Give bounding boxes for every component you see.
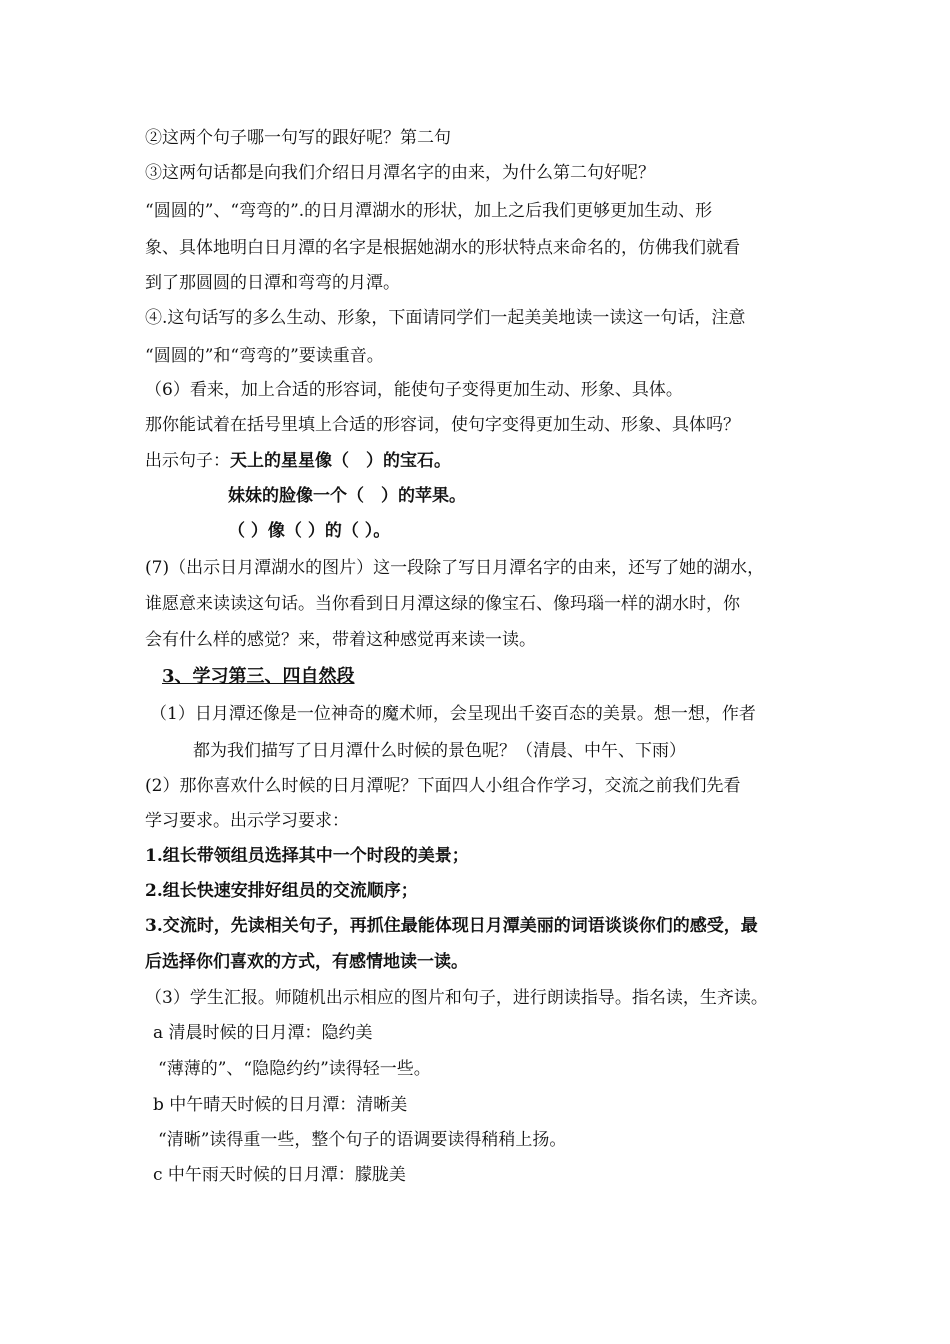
- requirement-item: 2.组长快速安排好组员的交流顺序；: [145, 881, 418, 901]
- example-line: [145, 449, 451, 473]
- text-line: “圆圆的”、“弯弯的”.的日月潭湖水的形状，加上之后我们更够更加生动、形: [145, 201, 713, 221]
- text-line: a 清晨时候的日月潭：隐约美: [153, 1023, 373, 1043]
- text-line: b 中午晴天时候的日月潭：清晰美: [153, 1095, 408, 1115]
- text-line: 学习要求。出示学习要求：: [145, 811, 349, 831]
- text-line: 那你能试着在括号里填上合适的形容词，使句字变得更加生动、形象、具体吗？: [145, 415, 740, 435]
- text-line: 到了那圆圆的日潭和弯弯的月潭。: [145, 273, 400, 293]
- text-line: c 中午雨天时候的日月潭：朦胧美: [153, 1165, 406, 1185]
- text-line: ④.这句话写的多么生动、形象，下面请同学们一起美美地读一读这一句话，注意: [145, 308, 746, 328]
- section-heading: 3、学习第三、四自然段: [162, 666, 355, 687]
- text-line: “清晰”读得重一些，整个句子的语调要读得稍稍上扬。: [158, 1130, 567, 1150]
- text-line: （1）日月潭还像是一位神奇的魔术师，会呈现出千姿百态的美景。想一想，作者: [150, 704, 756, 724]
- text-line: 会有什么样的感觉？来，带着这种感觉再来读一读。: [145, 630, 536, 650]
- text-line: (2）那你喜欢什么时候的日月潭呢？下面四人小组合作学习，交流之前我们先看: [145, 776, 741, 796]
- requirement-item: 1.组长带领组员选择其中一个时段的美景；: [145, 846, 469, 866]
- text-line: ②这两个句子哪一句写的跟好呢？第二句: [145, 128, 451, 148]
- text-line: ③这两句话都是向我们介绍日月潭名字的由来，为什么第二句好呢？: [145, 163, 655, 183]
- text-line: 象、具体地明白日月潭的名字是根据她湖水的形状特点来命名的，仿佛我们就看: [145, 238, 740, 258]
- text-line: “圆圆的”和“弯弯的”要读重音。: [145, 346, 384, 366]
- text-line: （3）学生汇报。师随机出示相应的图片和句子，进行朗读指导。指名读，生齐读。: [145, 988, 768, 1008]
- text-line: （6）看来，加上合适的形容词，能使句子变得更加生动、形象、具体。: [145, 380, 683, 400]
- text-line: 都为我们描写了日月潭什么时候的景色呢？（清晨、中午、下雨）: [193, 741, 686, 761]
- example-sentence: 天上的星星像（ ）的宝石。: [230, 451, 451, 471]
- example-sentence: 妹妹的脸像一个（ ）的苹果。: [228, 486, 466, 506]
- text-line: 谁愿意来读读这句话。当你看到日月潭这绿的像宝石、像玛瑙一样的湖水时，你: [145, 594, 740, 614]
- text-line: (7)（出示日月潭湖水的图片）这一段除了写日月潭名字的由来，还写了她的湖水，: [145, 558, 765, 578]
- text-line: “薄薄的”、“隐隐约约”读得轻一些。: [158, 1059, 431, 1079]
- requirement-item: 3.交流时，先读相关句子，再抓住最能体现日月潭美丽的词语谈谈你们的感受，最: [145, 916, 758, 936]
- example-prefix: 出示句子：: [145, 451, 230, 471]
- example-sentence: （ ）像（ ）的（ ）。: [228, 521, 391, 541]
- requirement-item: 后选择你们喜欢的方式，有感情地读一读。: [145, 952, 468, 972]
